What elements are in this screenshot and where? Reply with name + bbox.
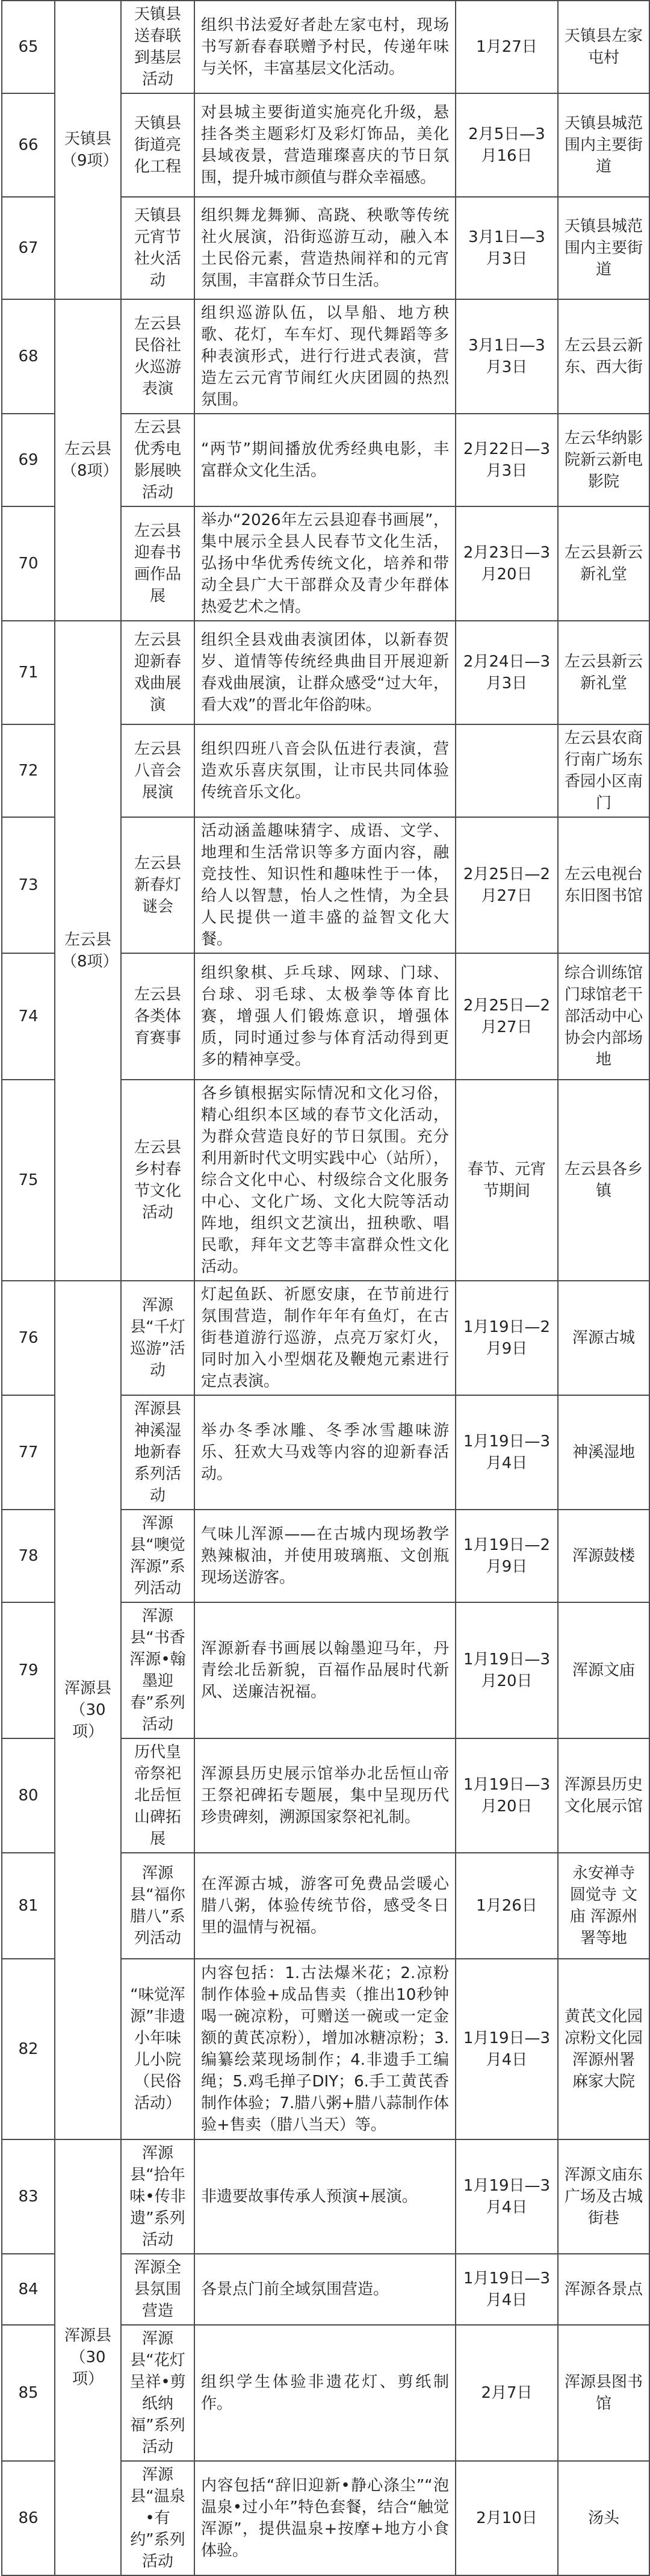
activity-content: 灯起鱼跃、祈愿安康，在节前进行氛围营造，制作年年有鱼灯，在古街巷道游行巡游，点亮万家灯火，同时加入小型烟花及鞭炮元素进行定点表演。: [194, 1281, 456, 1395]
activity-name: 浑源县神溪湿地新春系列活动: [121, 1395, 194, 1510]
activity-place: 浑源古城: [558, 1281, 649, 1395]
activity-time: 2月7日: [456, 2325, 558, 2461]
activity-content: 举办“2026年左云县迎春书画展”，集中展示全县人民春节文化生活，弘扬中华优秀传统文化，培养和带动全县广大干部群众及青少年群体热爱艺术之情。: [194, 506, 456, 621]
activity-name: 浑源县“花灯呈祥•剪纸纳福”系列活动: [121, 2325, 194, 2461]
activity-time: 2月5日—3月16日: [456, 93, 558, 197]
activity-place: 浑源文庙东广场及古城街巷: [558, 2139, 649, 2254]
activity-place: 左云县农商行南广场东香园小区南门: [558, 724, 649, 817]
activity-content: 内容包括：1.古法爆米花；2.凉粉制作体验+成品售卖（推出10秒钟喝一碗凉粉，可赠送一碗或一定金额的黄芪凉粉），增加冰糖凉粉；3.编纂绘菜现场制作；4.非遗手工编绳；5.鸡毛掸子DIY；6.手工黄芪香制作体验；7.腊八粥+腊八蒜制作体验+售卖（腊八当天）等。: [194, 1959, 456, 2139]
activity-time: 2月25日—2月27日: [456, 817, 558, 953]
activity-place: 神溪湿地: [558, 1395, 649, 1510]
activity-time: 2月25日—2月27日: [456, 953, 558, 1080]
county-cell: 浑源县（30项）: [55, 1281, 121, 2139]
row-number: 86: [2, 2461, 55, 2575]
activity-place: 左云县云新东、西大街: [558, 299, 649, 414]
county-cell: 左云县（8项）: [55, 621, 121, 1281]
activity-place: 黄芪文化园 凉粉文化园 浑源州署 麻家大院: [558, 1959, 649, 2139]
activity-place: 浑源县历史文化展示馆: [558, 1738, 649, 1853]
activity-time: 1月26日: [456, 1853, 558, 1959]
county-cell: 浑源县（30项）: [55, 2139, 121, 2575]
row-number: 77: [2, 1395, 55, 1510]
activity-place: 左云县各乡镇: [558, 1080, 649, 1281]
row-number: 84: [2, 2254, 55, 2325]
row-number: 68: [2, 299, 55, 414]
activity-place: 永安禅寺 圆觉寺 文庙 浑源州署等地: [558, 1853, 649, 1959]
row-number: 73: [2, 817, 55, 953]
activity-content: 对县城主要街道实施亮化升级，悬挂各类主题彩灯及彩灯饰品，美化县域夜景，营造璀璨喜庆的节日氛围，提升城市颜值与群众幸福感。: [194, 93, 456, 197]
activity-time: 1月19日—3月4日: [456, 1395, 558, 1510]
activity-content: 内容包括“辞旧迎新•静心涤尘”“泡温泉•过小年”特色套餐，结合“触觉浑源”，提供温泉+按摩+地方小食体验。: [194, 2461, 456, 2575]
activity-name: 左云县民俗社火巡游表演: [121, 299, 194, 414]
activity-time: [456, 724, 558, 817]
activity-content: 活动涵盖趣味猜字、成语、文学、地理和生活常识等多方面内容，融竞技性、知识性和趣味性于一体，给人以智慧，怡人之性情，为全县人民提供一道丰盛的益智文化大餐。: [194, 817, 456, 953]
activity-content: 浑源新春书画展以翰墨迎马年，丹青绘北岳新貌，百福作品展时代新风、送廉洁祝福。: [194, 1602, 456, 1738]
activity-time: 2月23日—3月20日: [456, 506, 558, 621]
activity-content: 各乡镇根据实际情况和文化习俗，精心组织本区域的春节文化活动，为群众营造良好的节日氛围。充分利用新时代文明实践中心（站所），综合文化中心、村级综合文化服务中心、文化广场、文化大院等活动阵地，组织文艺演出，扭秧歌、唱民歌，拜年文艺等丰富群众性文化活动。: [194, 1080, 456, 1281]
row-number: 71: [2, 621, 55, 724]
activity-content: 组织书法爱好者赴左家屯村，现场书写新春春联赠予村民，传递年味与关怀，丰富基层文化活动。: [194, 1, 456, 93]
row-number: 74: [2, 953, 55, 1080]
row-number: 83: [2, 2139, 55, 2254]
activity-time: 1月19日—2月9日: [456, 1281, 558, 1395]
row-number: 85: [2, 2325, 55, 2461]
row-number: 66: [2, 93, 55, 197]
activity-name: 历代皇帝祭祀北岳恒山碑拓展: [121, 1738, 194, 1853]
activity-place: 天镇县左家屯村: [558, 1, 649, 93]
row-number: 79: [2, 1602, 55, 1738]
activity-name: “味觉浑源”非遗小年味儿小院（民俗活动）: [121, 1959, 194, 2139]
activity-content: 组织舞龙舞狮、高跷、秧歌等传统社火展演，沿街巡游互动，融入本土民俗元素，营造热闹祥和的元宵氛围，丰富群众节日生活。: [194, 197, 456, 299]
activity-place: 浑源各景点: [558, 2254, 649, 2325]
activity-content: 组织象棋、乒乓球、网球、门球、台球、羽毛球、太极拳等体育比赛，增强人们锻炼意识，增强体质，同时通过参与体育活动得到更多的精神享受。: [194, 953, 456, 1080]
row-number: 76: [2, 1281, 55, 1395]
activity-content: “两节”期间播放优秀经典电影，丰富群众文化生活。: [194, 414, 456, 506]
activity-name: 浑源县“拾年味•传非遗”系列活动: [121, 2139, 194, 2254]
county-cell: 左云县（8项）: [55, 299, 121, 621]
activity-place: 浑源文庙: [558, 1602, 649, 1738]
activity-name: 左云县优秀电影展映活动: [121, 414, 194, 506]
activity-time: 2月10日: [456, 2461, 558, 2575]
activity-content: 气味儿浑源——在古城内现场教学熟辣椒油，并使用玻璃瓶、文创瓶现场送游客。: [194, 1510, 456, 1602]
activity-time: 2月22日—3月3日: [456, 414, 558, 506]
table-row: [2, 299, 649, 414]
activity-name: 天镇县街道亮化工程: [121, 93, 194, 197]
activity-name: 浑源县“噢觉浑源”系列活动: [121, 1510, 194, 1602]
activity-time: 3月1日—3月3日: [456, 299, 558, 414]
activity-content: 各景点门前全域氛围营造。: [194, 2254, 456, 2325]
activity-content: 组织四班八音会队伍进行表演，营造欢乐喜庆氛围，让市民共同体验传统音乐文化。: [194, 724, 456, 817]
activity-name: 左云县迎春书画作品展: [121, 506, 194, 621]
activity-place: 浑源鼓楼: [558, 1510, 649, 1602]
activity-name: 左云县迎新春戏曲展演: [121, 621, 194, 724]
activity-name: 浑源县“福你腊八”系列活动: [121, 1853, 194, 1959]
activity-time: 1月19日—2月9日: [456, 1510, 558, 1602]
activity-place: 左云县新云新礼堂: [558, 506, 649, 621]
row-number: 67: [2, 197, 55, 299]
activity-content: 非遗要故事传承人预演+展演。: [194, 2139, 456, 2254]
activity-time: 1月19日—3月4日: [456, 2254, 558, 2325]
row-number: 69: [2, 414, 55, 506]
activity-time: 2月24日—3月3日: [456, 621, 558, 724]
activity-time: 3月1日—3月3日: [456, 197, 558, 299]
activity-content: 组织巡游队伍，以旱船、地方秧歌、花灯，车车灯、现代舞蹈等多种表演形式，进行行进式表演，营造左云元宵节闹红火庆团圆的热烈氛围。: [194, 299, 456, 414]
activity-place: 综合训练馆门球馆老干部活动中心协会内部场地: [558, 953, 649, 1080]
activity-name: 天镇县元宵节社火活动: [121, 197, 194, 299]
activity-name: 天镇县送春联到基层活动: [121, 1, 194, 93]
activity-content: 浑源县历史展示馆举办北岳恒山帝王祭祀碑拓专题展，集中呈现历代珍贵碑刻，溯源国家祭祀礼制。: [194, 1738, 456, 1853]
row-number: 80: [2, 1738, 55, 1853]
activity-content: 组织全县戏曲表演团体，以新春贺岁、道情等传统经典曲目开展迎新春戏曲展演，让群众感受“过大年，看大戏”的晋北年俗韵味。: [194, 621, 456, 724]
activity-content: 在浑源古城，游客可免费品尝暖心腊八粥，体验传统节俗，感受冬日里的温情与祝福。: [194, 1853, 456, 1959]
activity-time: 春节、元宵节期间: [456, 1080, 558, 1281]
table-row: [2, 621, 649, 724]
activity-name: 左云县八音会展演: [121, 724, 194, 817]
activity-name: 浑源县“温泉•有约”系列活动: [121, 2461, 194, 2575]
row-number: 72: [2, 724, 55, 817]
activity-name: 浑源县“千灯巡游”活动: [121, 1281, 194, 1395]
activity-time: 1月19日—3月20日: [456, 1602, 558, 1738]
activity-place: 汤头: [558, 2461, 649, 2575]
activity-name: 浑源全县氛围营造: [121, 2254, 194, 2325]
row-number: 70: [2, 506, 55, 621]
activity-time: 1月19日—3月4日: [456, 1959, 558, 2139]
activity-time: 1月19日—3月4日: [456, 2139, 558, 2254]
activity-place: 左云电视台东旧图书馆: [558, 817, 649, 953]
activity-name: 浑源县“书香浑源•翰墨迎春”系列活动: [121, 1602, 194, 1738]
event-schedule-table: [1, 0, 650, 2576]
row-number: 65: [2, 1, 55, 93]
row-number: 81: [2, 1853, 55, 1959]
county-cell: 天镇县（9项）: [55, 1, 121, 299]
table-row: [2, 2139, 649, 2254]
activity-place: 左云县新云新礼堂: [558, 621, 649, 724]
activity-place: 左云华纳影院新云新电影院: [558, 414, 649, 506]
row-number: 75: [2, 1080, 55, 1281]
activity-time: 1月27日: [456, 1, 558, 93]
activity-place: 天镇县城范围内主要街道: [558, 197, 649, 299]
activity-content: 举办冬季冰雕、冬季冰雪趣味游乐、狂欢大马戏等内容的迎新春活动。: [194, 1395, 456, 1510]
activity-content: 组织学生体验非遗花灯、剪纸制作。: [194, 2325, 456, 2461]
activity-name: 左云县乡村春节文化活动: [121, 1080, 194, 1281]
activity-name: 左云县新春灯谜会: [121, 817, 194, 953]
table-row: [2, 1281, 649, 1395]
table-row: [2, 1, 649, 93]
activity-place: 天镇县城范围内主要街道: [558, 93, 649, 197]
row-number: 78: [2, 1510, 55, 1602]
activity-name: 左云县各类体育赛事: [121, 953, 194, 1080]
activity-place: 浑源县图书馆: [558, 2325, 649, 2461]
row-number: 82: [2, 1959, 55, 2139]
activity-time: 1月19日—3月20日: [456, 1738, 558, 1853]
